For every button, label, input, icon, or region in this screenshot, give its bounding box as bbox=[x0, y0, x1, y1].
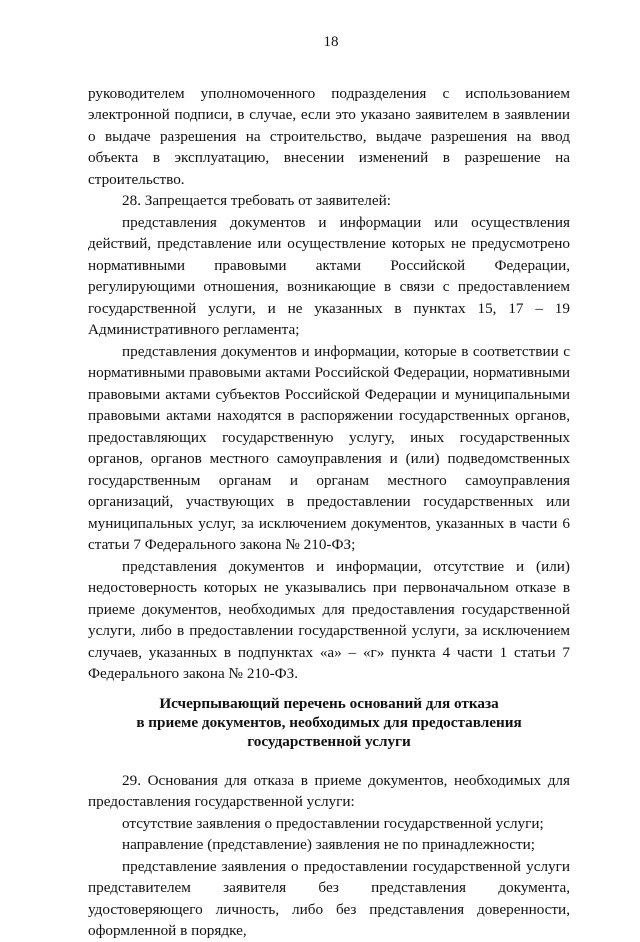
paragraph-ground-2: направление (представление) заявления не по принадлежности; bbox=[122, 836, 536, 853]
paragraph-continuation: руководителем уполномоченного подразделения с использованием электронной подписи, в случае, если это указано заявителем в заявлении о выдаче разрешения на строительство, выдаче разрешения на ввод объекта в эксплуатацию, внесении изменений в разрешение на строительство. bbox=[88, 84, 570, 188]
paragraph-item-29: 29. Основания для отказа в приеме документов, необходимых для предоставления государственной услуги: bbox=[88, 771, 570, 810]
paragraph-requirement-2: представления документов и информации, которые в соответствии с нормативными правовыми актами Российской Федерации, нормативными правовыми актами субъектов Российской Федерации и муниципальными правовыми актами находятся в распоряжении государственных органов, предоставляющих государственную услугу, иных государственных органов, органов местного самоуправления и (или) подведомственных государственным органам и органам местного самоуправления организаций, участвующих в предоставлении государственных или муниципальных услуг, за исключением документов, указанных в части 6 статьи 7 Федерального закона № 210-ФЗ; bbox=[88, 342, 570, 553]
page-number: 18 bbox=[323, 34, 339, 50]
paragraph-ground-1: отсутствие заявления о предоставлении государственной услуги; bbox=[122, 814, 544, 832]
section-heading bbox=[88, 694, 570, 751]
section-heading-line-2: в приеме документов, необходимых для предоставления bbox=[136, 713, 522, 731]
paragraph-requirement-3: представления документов и информации, отсутствие и (или) недостоверность которых не указывались при первоначальном отказе в приеме документов, необходимых для предоставления государственной услуги, либо в предоставлении государственной услуги, за исключением случаев, указанных в подпунктах «а» – «г» пункта 4 части 1 статьи 7 Федерального закона № 210-ФЗ. bbox=[88, 557, 570, 682]
paragraph-item-28: 28. Запрещается требовать от заявителей: bbox=[122, 192, 391, 209]
section-heading-line-3: государственной услуги bbox=[247, 732, 411, 750]
paragraph-ground-3: представление заявления о предоставлении государственной услуги представителем заявителя без представления документа, удостоверяющего личность, либо без представления доверенности, оформленной в порядке, bbox=[88, 857, 570, 939]
paragraph-requirement-1: представления документов и информации или осуществления действий, представление или осуществление которых не предусмотрено нормативными правовыми актами Российской Федерации, регулирующими отношения, возникающие в связи с предоставлением государственной услуги, и не указанных в пунктах 15, 17 – 19 Административного регламента; bbox=[88, 213, 570, 338]
section-heading-line-1: Исчерпывающий перечень оснований для отказа bbox=[159, 694, 499, 712]
